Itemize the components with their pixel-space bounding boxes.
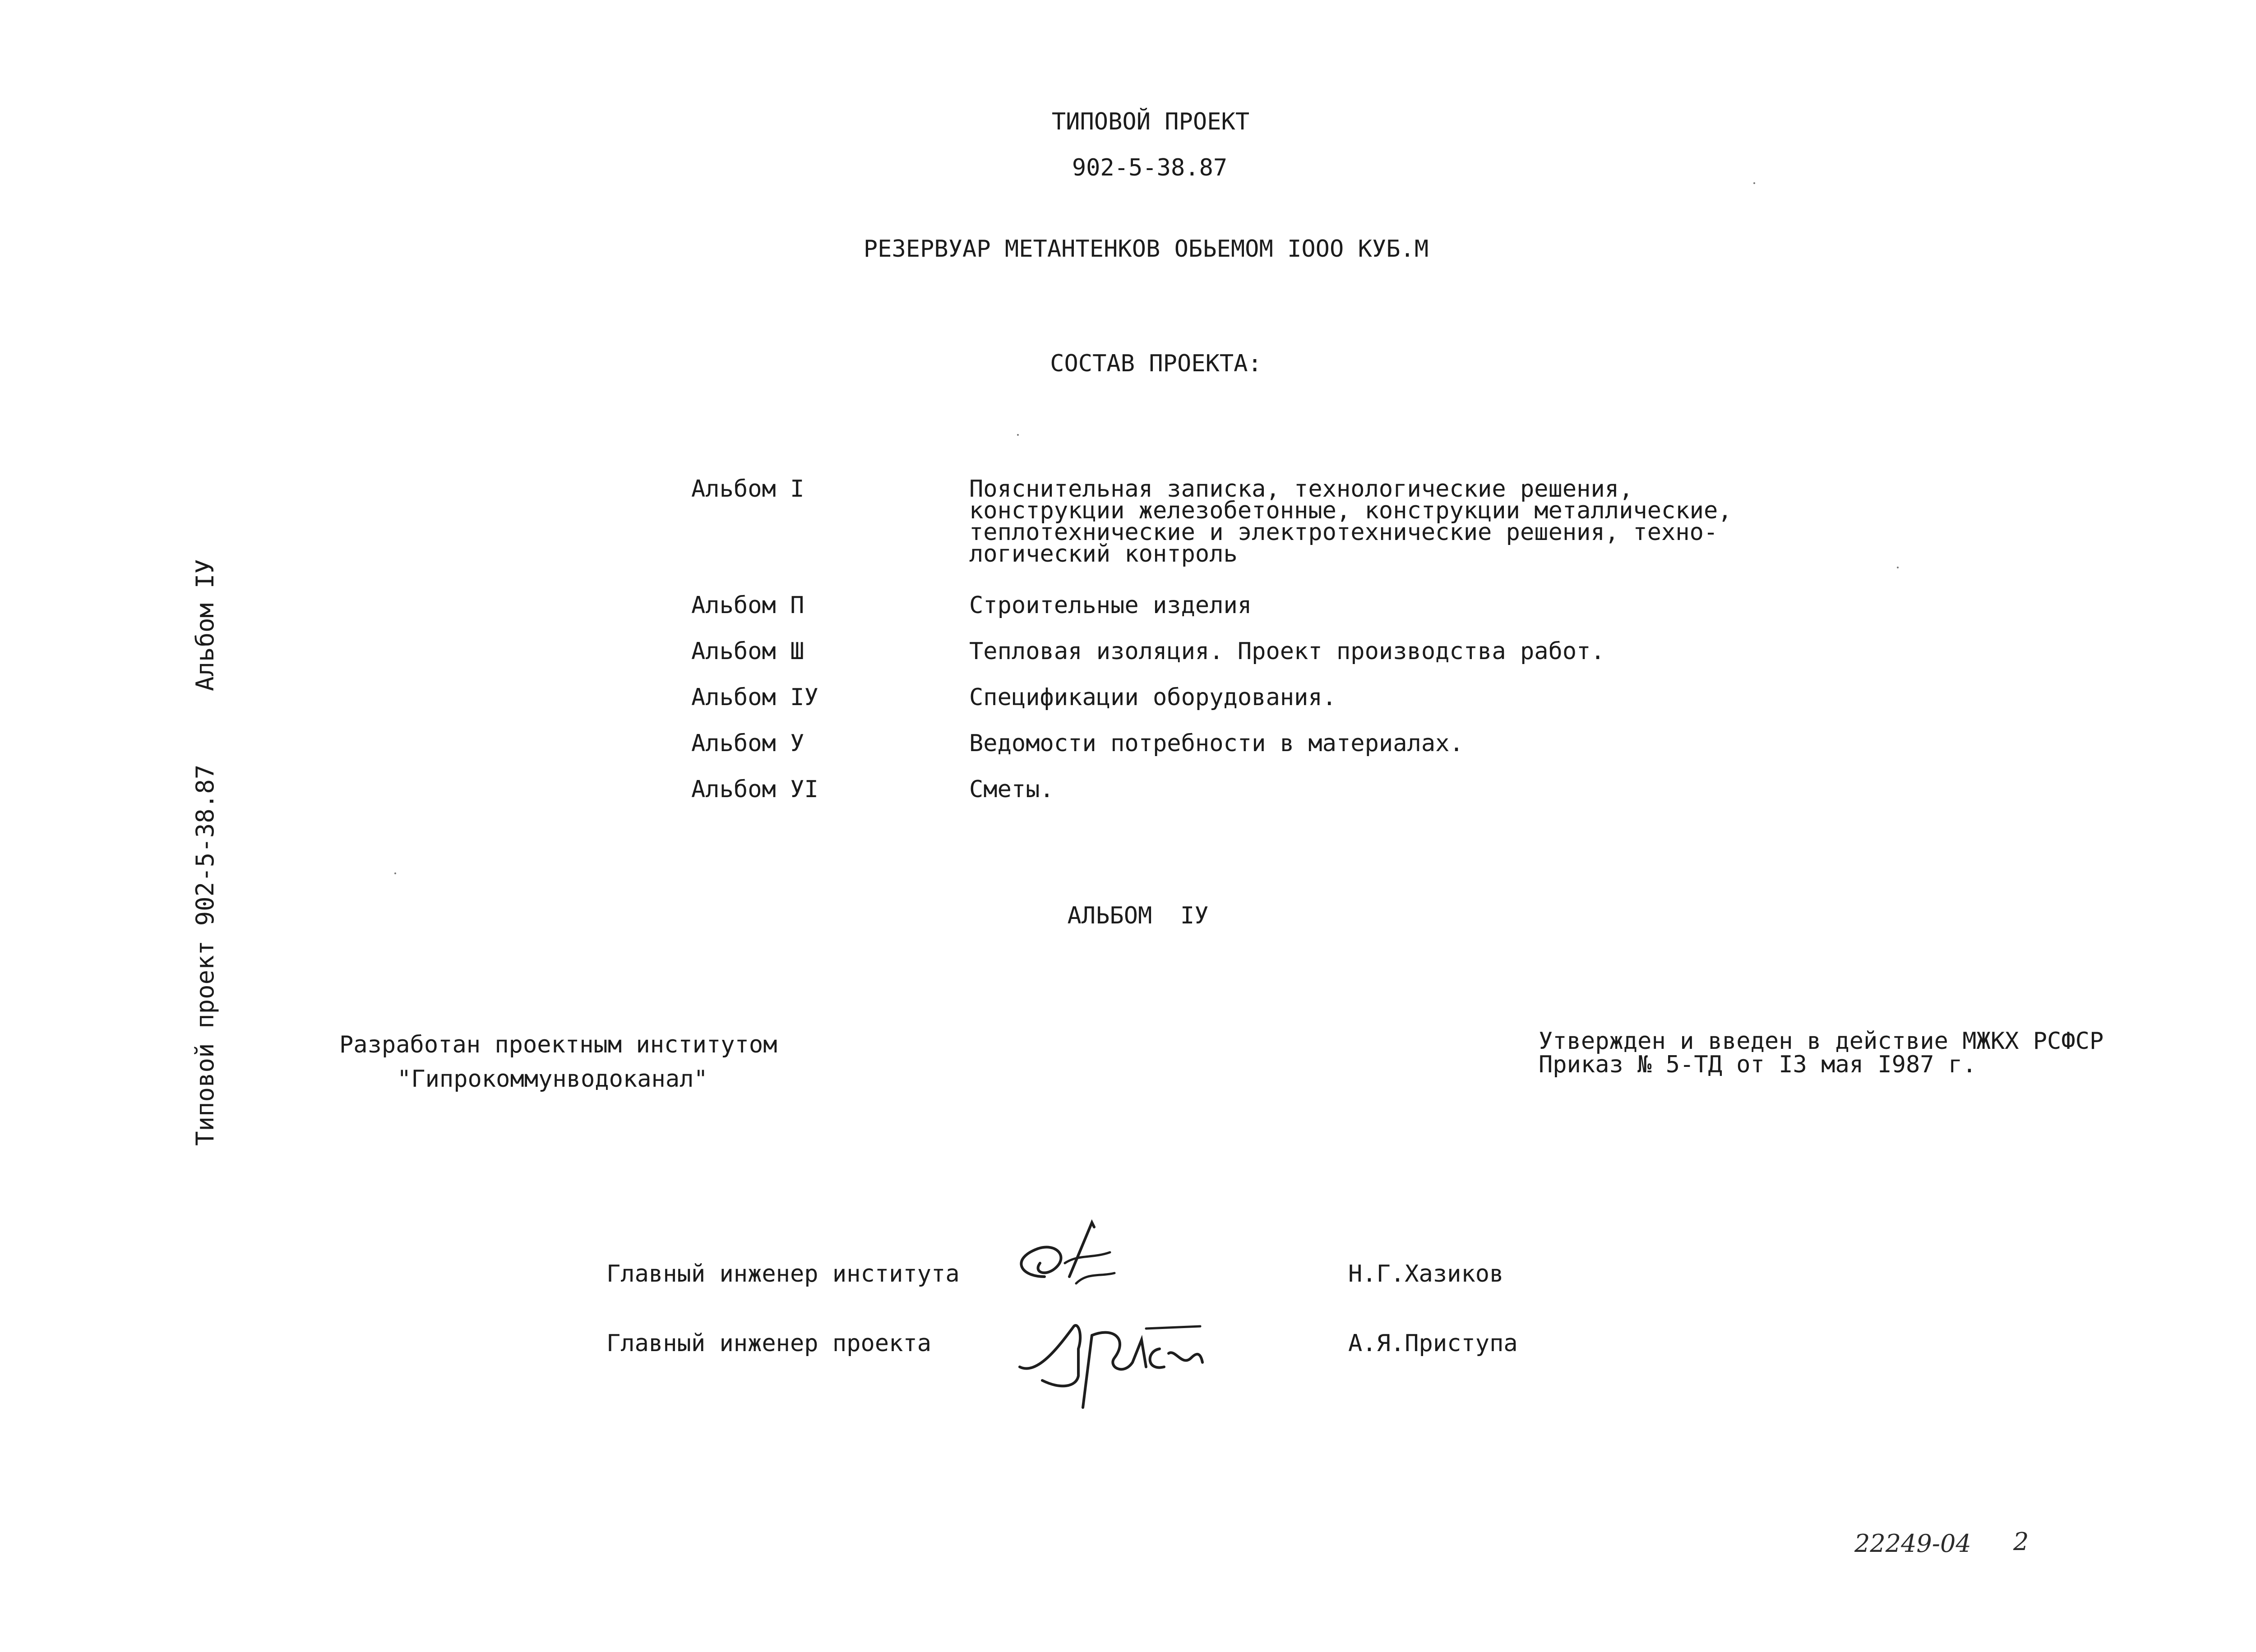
album-description-line: конструкции железобетонные, конструкции металлические, <box>969 497 1732 524</box>
album-description: Спецификации оборудования. <box>969 684 1336 711</box>
archive-number: 22249-04 <box>1854 1529 1971 1558</box>
side-album-label: Альбом IУ <box>191 559 219 691</box>
album-description: Строительные изделия <box>969 592 1252 619</box>
section-title: СОСТАВ ПРОЕКТА: <box>1050 350 1262 377</box>
album-description <box>969 475 1732 568</box>
album-description: Сметы. <box>969 776 1054 803</box>
scan-speck <box>394 872 396 874</box>
approval-line1: Утвержден и введен в действие МЖКХ РСФСР <box>1539 1028 2104 1055</box>
scan-speck <box>1017 434 1019 436</box>
developer-line2: "Гипрокоммунводоканал" <box>397 1066 708 1093</box>
header-line1: ТИПОВОЙ ПРОЕКТ <box>1051 108 1250 135</box>
signature-mark <box>1011 1308 1218 1417</box>
album-description-line: теплотехнические и электротехнические решения, техно- <box>969 519 1718 546</box>
album-label: Альбом IУ <box>691 684 818 711</box>
project-number: 902-5-38.87 <box>1072 154 1228 181</box>
approval-line2: Приказ № 5-ТД от I3 мая I987 г. <box>1539 1051 1977 1078</box>
scan-speck <box>1753 182 1755 184</box>
document-title: РЕЗЕРВУАР МЕТАНТЕНКОВ ОБЬЕМОМ IOOO КУБ.М <box>863 235 1429 263</box>
signature-mark <box>1002 1209 1137 1308</box>
album-label: Альбом П <box>691 592 804 619</box>
signature-name: Н.Г.Хазиков <box>1348 1260 1504 1287</box>
album-label: Альбом УI <box>691 776 818 803</box>
album-description-line: Пояснительная записка, технологические решения, <box>969 475 1633 503</box>
album-description: Ведомости потребности в материалах. <box>969 730 1464 757</box>
signature-name: А.Я.Приступа <box>1348 1330 1518 1357</box>
signature-role: Главный инженер проекта <box>606 1330 932 1357</box>
developer-line1: Разработан проектным институтом <box>339 1031 777 1058</box>
side-project-label: Типовой проект 902-5-38.87 <box>191 764 219 1146</box>
album-label: Альбом Ш <box>691 638 804 665</box>
album-label: Альбом I <box>691 475 804 503</box>
page-number: 2 <box>2013 1527 2029 1556</box>
current-album: АЛЬБОМ IУ <box>1067 902 1209 929</box>
signature-role: Главный инженер института <box>606 1260 960 1287</box>
album-label: Альбом У <box>691 730 804 757</box>
scan-speck <box>1897 567 1899 568</box>
album-description: Тепловая изоляция. Проект производства работ. <box>969 638 1605 665</box>
album-description-line: логический контроль <box>969 540 1238 568</box>
